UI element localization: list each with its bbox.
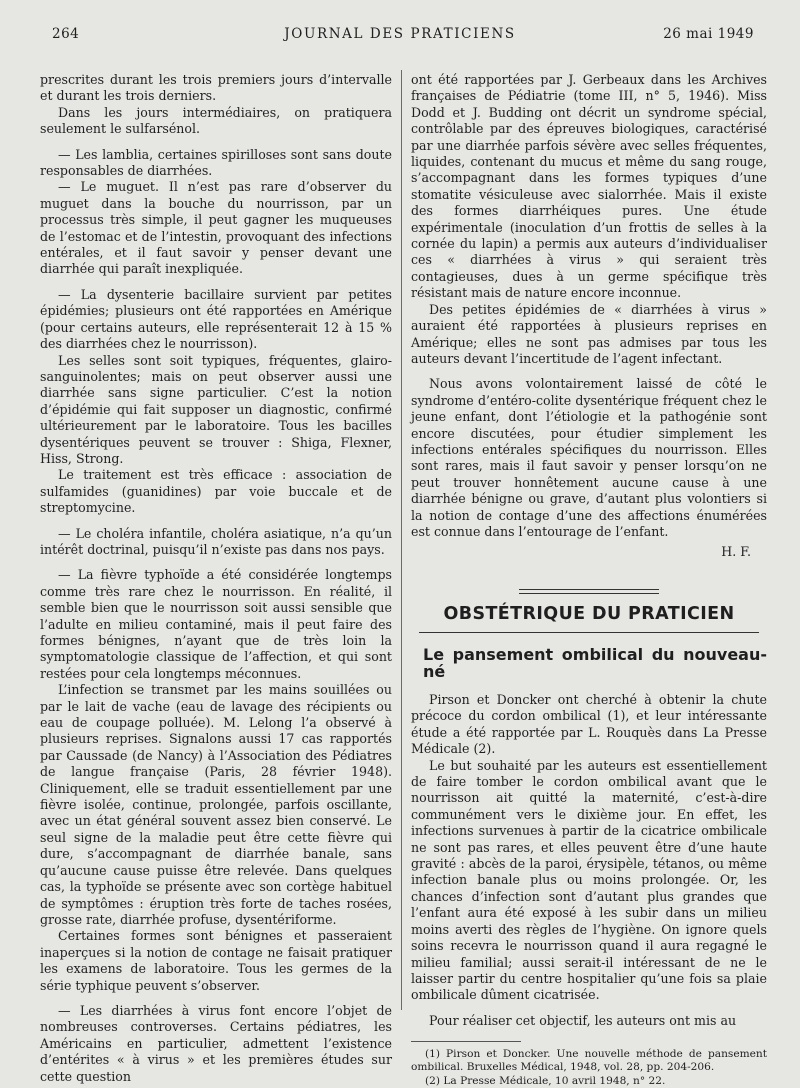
- footnote-rule: [411, 1041, 521, 1042]
- page-number: 264: [52, 26, 80, 42]
- paragraph: Pour réaliser cet objectif, les auteurs ont mis au: [429, 1012, 737, 1028]
- page-header: [46, 26, 754, 48]
- paragraph: — Le choléra infantile, choléra asiatique, n’a qu’un intérêt doctrinal, puisqu’il n’existe pas dans nos pays.: [40, 525, 392, 557]
- column-divider: [401, 70, 402, 1010]
- paragraph: Certaines formes sont bénignes et passeraient inaperçues si la notion de contage ne faisait pratiquer les examens de laboratoire. Tous les germes de la série typhique peuvent s’observer.: [40, 928, 392, 993]
- journal-title: JOURNAL DES PRATICIENS: [284, 26, 516, 42]
- paragraph: Des petites épidémies de « diarrhées à virus » auraient été rapportées à plusieurs reprises en Amérique; elles ne sont pas admises par tous les auteurs devant l’incertitude de l’agent infectant.: [411, 301, 767, 366]
- author-signature: H. F.: [721, 544, 751, 560]
- paragraph: Nous avons volontairement laissé de côté le syndrome d’entéro-colite dysentérique fréquent chez le jeune enfant, dont l’étiologie et la pathogénie sont encore discutées, pour étudier simplement les infections entérales spécifiques du nourrisson. Elles sont rares, mais il faut savoir y penser lorsqu’on ne peut trouver honnêtement aucune cause à une diarrhée bénigne ou grave, d’autant plus volontiers si la notion de contage d’une des affections énumérées est connue dans l’entourage de l’enfant.: [411, 376, 767, 539]
- paragraph: Dans les jours intermédiaires, on pratiquera seulement le sulfarsénol.: [40, 104, 392, 137]
- section-rule: [519, 589, 659, 594]
- paragraph: Les selles sont soit typiques, fréquentes, glairo-sanguinolentes; mais on peut observer aussi une diarrhée sans signe particulier. C’est la notion d’épidémie qui fait supposer un diagnostic, confirmé ultérieurement par le laboratoire. Tous les bacilles dysentériques peuvent se trouver : Shiga, Flexner, Hiss, Strong.: [40, 352, 392, 466]
- paragraph: — Les diarrhées à virus font encore l’objet de nombreuses controverses. Certains pédiatres, les Américains en particulier, admettent l’existence d’entérites « à virus » et les premières études sur cette question: [40, 1002, 392, 1084]
- left-column: [40, 72, 392, 1085]
- paragraph: Le traitement est très efficace : association de sulfamides (guanidines) par voie buccale et de streptomycine.: [40, 467, 392, 516]
- paragraph: — Les lamblia, certaines spirilloses sont sans doute responsables de diarrhées.: [40, 146, 392, 179]
- paragraph: — Le muguet. Il n’est pas rare d’observer du muguet dans la bouche du nourrisson, par un processus très simple, il peut gagner les muqueuses de l’estomac et de l’intestin, provoquant des infections entérales, et il faut savoir y penser devant une diarrhée qui paraît inexpliquée.: [40, 179, 392, 277]
- paragraph: prescrites durant les trois premiers jours d’intervalle et durant les trois derniers.: [40, 72, 392, 104]
- article-title: Le pansement ombilical du nouveau-né: [423, 645, 767, 681]
- paragraph: — La fièvre typhoïde a été considérée longtemps comme très rare chez le nourrisson. En réalité, il semble bien que le nourrisson soit aussi sensible que l’adulte en milieu contaminé, mais il peut faire des formes bénignes, n’ayant que de très loin la symptomatologie classique de l’affection, et qui sont restées pour cela longtemps méconnues.: [40, 567, 392, 681]
- issue-date: 26 mai 1949: [663, 26, 754, 42]
- footnote: (1) Pirson et Doncker. Une nouvelle méthode de pansement ombilical. Bruxelles Médical, 1948, vol. 28, pp. 204-206.: [411, 1048, 767, 1074]
- paragraph: ont été rapportées par J. Gerbeaux dans les Archives françaises de Pédiatrie (tome III, n° 5, 1946). Miss Dodd et J. Budding ont décrit un syndrome spécial, contrôlable par des épreuves biologiques, caractérisé par une diarrhée parfois sévère avec selles fréquentes, liquides, contenant du mucus et même du sang rouge, s’accompagnant dans les formes typiques d’une stomatite vésiculeuse avec sialorrhée. Mais il existe des formes diarrhéiques pures. Une étude expérimentale (inoculation d’un frottis de selles à la cornée du lapin) a permis aux auteurs d’individualiser ces « diarrhées à virus » qui seraient très contagieuses, dues à un germe spécifique très résistant mais de nature encore inconnue.: [411, 72, 767, 301]
- paragraph: Pirson et Doncker ont cherché à obtenir la chute précoce du cordon ombilical (1), et leur intéressante étude a été rapportée par L. Rouquès dans La Presse Médicale (2).: [411, 692, 767, 757]
- footnote: (2) La Presse Médicale, 10 avril 1948, n° 22.: [425, 1074, 666, 1087]
- section-title: OBSTÉTRIQUE DU PRATICIEN: [443, 603, 735, 624]
- paragraph: Le but souhaité par les auteurs est essentiellement de faire tomber le cordon ombilical avant que le nourrisson ait quitté la maternité, c’est-à-dire communément vers le dixième jour. En effet, les infections survenues à partir de la cicatrice ombilicale ne sont pas rares, et elles peuvent être d’une haute gravité : abcès de la paroi, érysipèle, tétanos, ou même infection banale plus ou moins prolongée. Or, les chances d’infection sont d’autant plus grandes que l’enfant aura été exposé à les subir dans un milieu moins averti des règles de l’hygiène. On ignore quels soins recevra le nourrisson quand il aura regagné le milieu familial; aussi serait-il intéressant de ne le laisser partir du centre hospitalier qu’une fois sa plaie ombilicale dûment cicatrisée.: [411, 757, 767, 1003]
- right-column: [411, 72, 767, 1088]
- paragraph: L’infection se transmet par les mains souillées ou par le lait de vache (eau de lavage des récipients ou eau de coupage polluée). M. Lelong l’a observé à plusieurs reprises. Signalons aussi 17 cas rapportés par Caussade (de Nancy) à l’Association des Pédiatres de langue française (Paris, 28 février 1948). Cliniquement, elle se traduit essentiellement par une fièvre isolée, continue, prolongée, parfois oscillante, avec un état général souvent assez bien conservé. Le seul signe de la maladie peut être cette fièvre qui dure, s’accompagnant de diarrhée banale, sans qu’aucune cause puisse être relevée. Dans quelques cas, la typhoïde se présente avec son cortège habituel de symptômes : éruption très forte de taches rosées, grosse rate, diarrhée profuse, dysentériforme.: [40, 682, 392, 927]
- section-underline: [419, 632, 759, 633]
- paragraph: — La dysenterie bacillaire survient par petites épidémies; plusieurs ont été rapportées en Amérique (pour certains auteurs, elle représenterait 12 à 15 % des diarrhées chez le nourrisson).: [40, 286, 392, 352]
